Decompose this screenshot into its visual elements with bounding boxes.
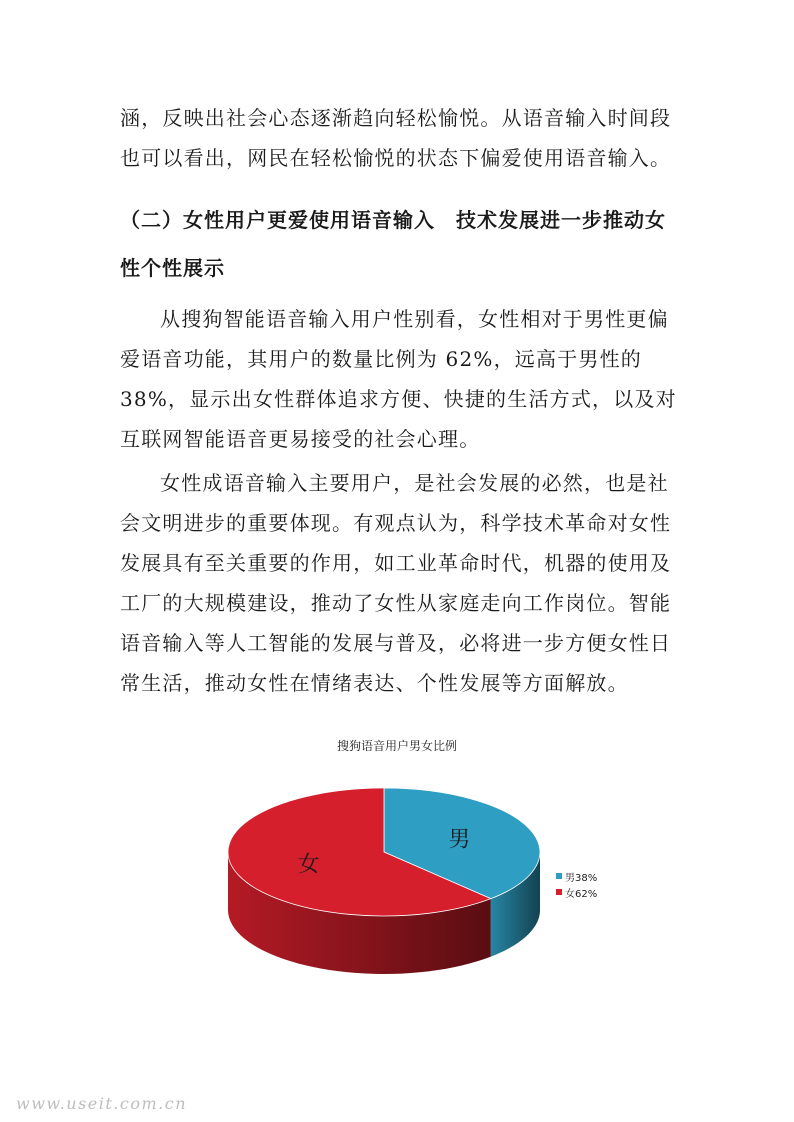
- legend-swatch-male: [556, 873, 562, 879]
- slice-label-女: 女: [297, 852, 320, 878]
- legend-label-male: 男38%: [565, 872, 598, 884]
- paragraph-intro: 涵，反映出社会心态逐渐趋向轻松愉悦。从语音输入时间段也可以看出，网民在轻松愉悦的状态下偏爱使用语音输入。: [120, 106, 672, 170]
- slice-label-男: 男: [448, 827, 471, 853]
- paragraph-gender-ratio: 从搜狗智能语音输入用户性别看，女性相对于男性更偏爱语音功能，其用户的数量比例为 62%，远高于男性的 38%，显示出女性群体追求方便、快捷的生活方式，以及对互联网智能语音更易接受的社会心理。: [120, 307, 677, 451]
- chart-legend: [556, 868, 597, 900]
- paragraph-social-development: 女性成语音输入主要用户，是社会发展的必然，也是社会文明进步的重要体现。有观点认为，科学技术革命对女性发展具有至关重要的作用，如工业革命时代，机器的使用及工厂的大规模建设，推动了女性从家庭走向工作岗位。智能语音输入等人工智能的发展与普及，必将进一步方便女性日常生活，推动女性在情绪表达、个性发展等方面解放。: [120, 471, 672, 695]
- legend-item-male: [556, 868, 597, 884]
- legend-item-female: [556, 884, 597, 900]
- chart-title: 搜狗语音用户男女比例: [336, 739, 457, 753]
- legend-swatch-female: [556, 889, 562, 895]
- section-heading: （二）女性用户更爱使用语音输入 技术发展进一步推动女性个性展示: [120, 208, 666, 280]
- watermark: www.useit.com.cn: [16, 1094, 188, 1113]
- legend-label-female: 女62%: [565, 888, 598, 900]
